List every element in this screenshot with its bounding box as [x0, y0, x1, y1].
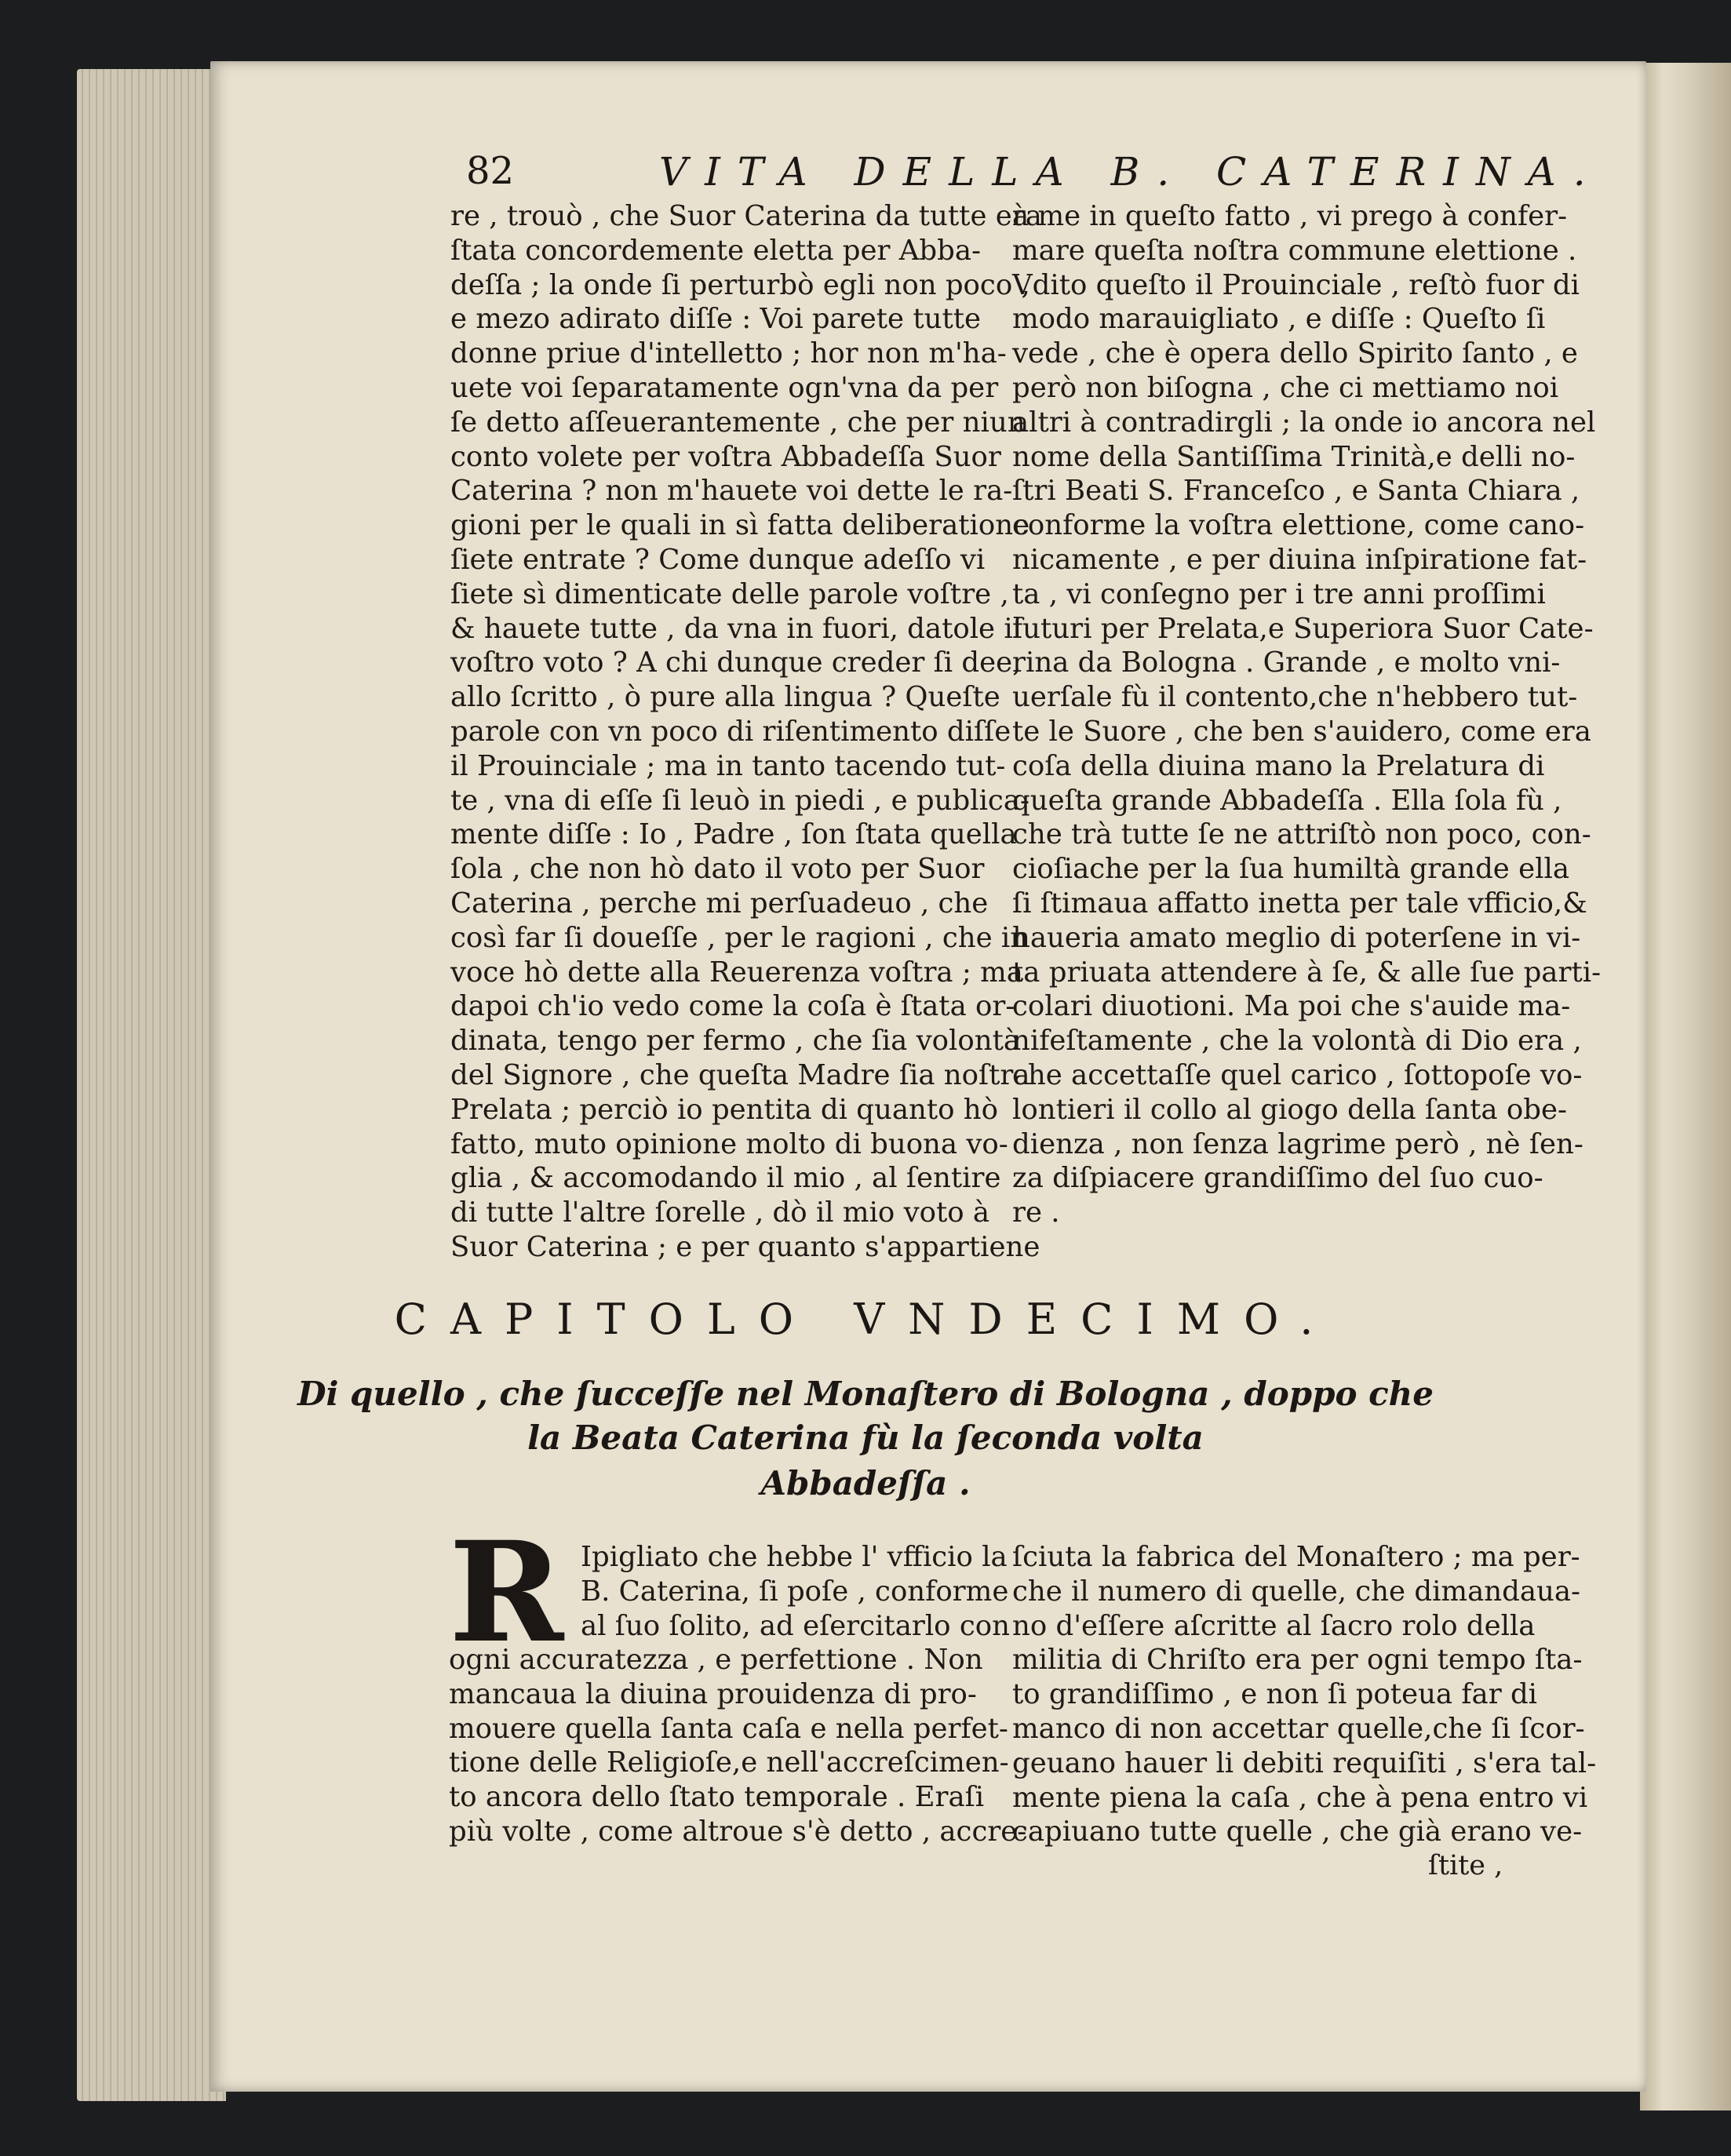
text-line: Prelata ; perciò io pentita di quanto hò	[450, 1093, 999, 1126]
text-line: queſta grande Abbadeſſa . Ella ſola fù ,	[1012, 784, 1562, 817]
facing-page-edge	[1640, 63, 1731, 2110]
text-line: futuri per Prelata,e Superiora Suor Cate-	[1012, 612, 1594, 645]
text-line: uerſale fù il contento,che n'hebbero tut-	[1012, 681, 1578, 714]
text-line: tione delle Religioſe,e nell'accreſcimen-	[449, 1746, 1009, 1779]
text-line: ſiete sì dimenticate delle parole voſtre ,	[450, 577, 1009, 610]
text-line: parole con vn poco di riſentimento diſſe	[450, 715, 1011, 748]
text-line: ogni accuratezza , e perfettione . Non	[449, 1644, 983, 1676]
text-line: fatto, muto opinione molto di buona vo-	[450, 1127, 1008, 1160]
text-line: del Signore , che queſta Madre ſia noſtra	[450, 1058, 1030, 1091]
text-line: dienza , non ſenza lagrime però , nè ſen-	[1012, 1127, 1583, 1160]
text-line: dapoi ch'io vedo come la coſa è ſtata or-	[450, 990, 1015, 1023]
text-line: voce hò dette alla Reuerenza voſtra ; ma	[450, 956, 1023, 989]
text-line: te , vna di eſſe ſi leuò in piedi , e publica-	[450, 784, 1029, 817]
text-line: altri à contradirgli ; la onde io ancora nel	[1012, 406, 1596, 439]
text-line: Ipigliato che hebbe l' vfficio la	[581, 1541, 1008, 1573]
right-column-top	[1012, 199, 1602, 1230]
text-line: coſa della diuina mano la Prelatura di	[1012, 749, 1545, 782]
text-line: ſtata concordemente eletta per Abba-	[450, 234, 982, 267]
running-header: VITA DELLA B. CATERINA.	[659, 149, 1603, 195]
text-line: così far ſi doueſſe , per le ragioni , che in	[450, 921, 1029, 954]
text-line: Vdito queſto il Prouinciale , reſtò fuor di	[1012, 268, 1580, 301]
text-line: re .	[1012, 1196, 1060, 1229]
text-line: ta , vi conſegno per i tre anni proſſimi	[1012, 577, 1546, 610]
text-line: colari diuotioni. Ma poi che s'auide ma-	[1012, 990, 1571, 1023]
chapter-subtitle-line-1: Di quello , che ſucceſſe nel Monaſtero di Bologna , doppo che	[297, 1375, 1434, 1413]
text-line: che accettaſſe quel carico , ſottopoſe vo-	[1012, 1058, 1583, 1091]
text-line: donne priue d'intelletto ; hor non m'ha-	[450, 337, 1007, 370]
text-line: re , trouò , che Suor Caterina da tutte era	[450, 200, 1042, 232]
text-line: no d'eſſere aſcritte al ſacro rolo della	[1012, 1609, 1536, 1642]
text-line: geuano hauer li debiti requiſiti , s'era tal-	[1012, 1746, 1597, 1779]
chapter-subtitle-line-3: Abbadeſſa .	[760, 1464, 971, 1502]
text-line: ſola , che non hò dato il voto per Suor	[450, 853, 985, 886]
text-line: B. Caterina, ſi poſe , conforme	[581, 1575, 1009, 1608]
text-line: voſtro voto ? A chi dunque creder ſi dee,	[450, 646, 1022, 679]
text-line: rina da Bologna . Grande , e molto vni-	[1012, 646, 1561, 679]
text-line: lontieri il collo al giogo della ſanta obe-	[1012, 1093, 1567, 1126]
text-line: vede , che è opera dello Spirito ſanto , e	[1012, 337, 1578, 370]
text-line: militia di Chriſto era per ogni tempo ſta-	[1012, 1644, 1583, 1677]
left-column-top	[450, 199, 1042, 1265]
text-line: ſciuta la fabrica del Monaſtero ; ma per-	[1012, 1541, 1580, 1573]
text-line: to ancora dello ſtato temporale . Eraſi	[449, 1781, 985, 1814]
text-line: te le Suore , che ben s'auidero, come era	[1012, 715, 1591, 748]
left-column-bottom-indented	[581, 1540, 1010, 1643]
text-line: nicamente , e per diuina inſpiratione fat-	[1012, 543, 1587, 576]
text-line: che trà tutte ſe ne attriſtò non poco, con-	[1012, 818, 1591, 851]
catchword: ſtite ,	[1428, 1850, 1503, 1881]
text-line: Caterina ? non m'hauete voi dette le ra-	[450, 475, 1013, 508]
right-column-bottom	[1012, 1540, 1597, 1849]
text-line: cioſiache per la ſua humiltà grande ella	[1012, 853, 1569, 886]
text-line: gioni per le quali in sì fatta deliberatione	[450, 509, 1030, 542]
text-line: à me in queſto fatto , vi prego à confer-	[1012, 200, 1568, 232]
text-line: to grandiſſimo , e non ſi poteua far di	[1012, 1678, 1538, 1711]
text-line: manco di non accettar quelle,che ſi ſcor-	[1012, 1712, 1585, 1745]
text-line: nifeſtamente , che la volontà di Dio era ,	[1012, 1025, 1582, 1058]
text-line: più volte , come altroue s'è detto , accre-	[449, 1815, 1027, 1848]
text-line: al ſuo ſolito, ad eſercitarlo con	[581, 1609, 1010, 1642]
text-line: di tutte l'altre ſorelle , dò il mio voto à	[450, 1196, 990, 1229]
text-line: e mezo adirato diſſe : Voi parete tutte	[450, 303, 982, 336]
text-line: mancaua la diuina prouidenza di pro-	[449, 1677, 977, 1710]
text-line: però non biſogna , che ci mettiamo noi	[1012, 371, 1559, 404]
text-line: che il numero di quelle, che dimandaua-	[1012, 1575, 1581, 1608]
text-line: mare queſta noſtra commune elettione .	[1012, 234, 1577, 267]
text-line: za diſpiacere grandiſſimo del ſuo cuo-	[1012, 1162, 1543, 1195]
text-line: ſtri Beati S. Franceſco , e Santa Chiara ,	[1012, 475, 1580, 508]
text-line: capiuano tutte quelle , che già erano ve-	[1012, 1815, 1583, 1848]
text-line: conforme la voſtra elettione, come cano-	[1012, 509, 1585, 542]
text-line: haueria amato meglio di poterſene in vi-	[1012, 921, 1581, 954]
left-column-bottom	[449, 1643, 1027, 1849]
text-line: glia , & accomodando il mio , al ſentire	[450, 1162, 1001, 1195]
text-line: Suor Caterina ; e per quanto s'appartiene	[450, 1230, 1040, 1263]
book-page-stack	[77, 69, 226, 2101]
text-line: mente diſſe : Io , Padre , ſon ſtata quella	[450, 818, 1017, 851]
chapter-title: CAPITOLO VNDECIMO.	[394, 1295, 1337, 1344]
text-line: uete voi ſeparatamente ogn'vna da per	[450, 371, 999, 404]
text-line: deſſa ; la onde ſi perturbò egli non poco ,	[450, 268, 1030, 301]
text-line: mouere quella ſanta caſa e nella perfet-	[449, 1712, 1008, 1745]
text-line: allo ſcritto , ò pure alla lingua ? Queſte	[450, 681, 1000, 714]
text-line: il Prouinciale ; ma in tanto tacendo tut-	[450, 749, 1006, 782]
chapter-subtitle-line-2: la Beata Caterina fù la ſeconda volta	[527, 1419, 1204, 1457]
text-line: ſi ſtimaua affatto inetta per tale vfficio,&	[1012, 887, 1587, 920]
page-number: 82	[466, 149, 515, 193]
text-line: conto volete per voſtra Abbadeſſa Suor	[450, 440, 1001, 473]
text-line: ſiete entrate ? Come dunque adeſſo vi	[450, 543, 986, 576]
text-line: dinata, tengo per fermo , che ſia volontà	[450, 1025, 1021, 1058]
text-line: mente piena la caſa , che à pena entro vi	[1012, 1781, 1588, 1814]
drop-cap: R	[449, 1511, 564, 1673]
text-line: Caterina , perche mi perſuadeuo , che	[450, 887, 989, 920]
text-line: & hauete tutte , da vna in fuori, datole il	[450, 612, 1022, 645]
text-line: ſe detto aſſeuerantemente , che per niun	[450, 406, 1026, 439]
text-line: ta priuata attendere à ſe, & alle ſue parti-	[1012, 956, 1602, 989]
text-line: nome della Santiſſima Trinità,e delli no-	[1012, 440, 1576, 473]
text-line: modo marauigliato , e diſſe : Queſto ſi	[1012, 303, 1546, 336]
